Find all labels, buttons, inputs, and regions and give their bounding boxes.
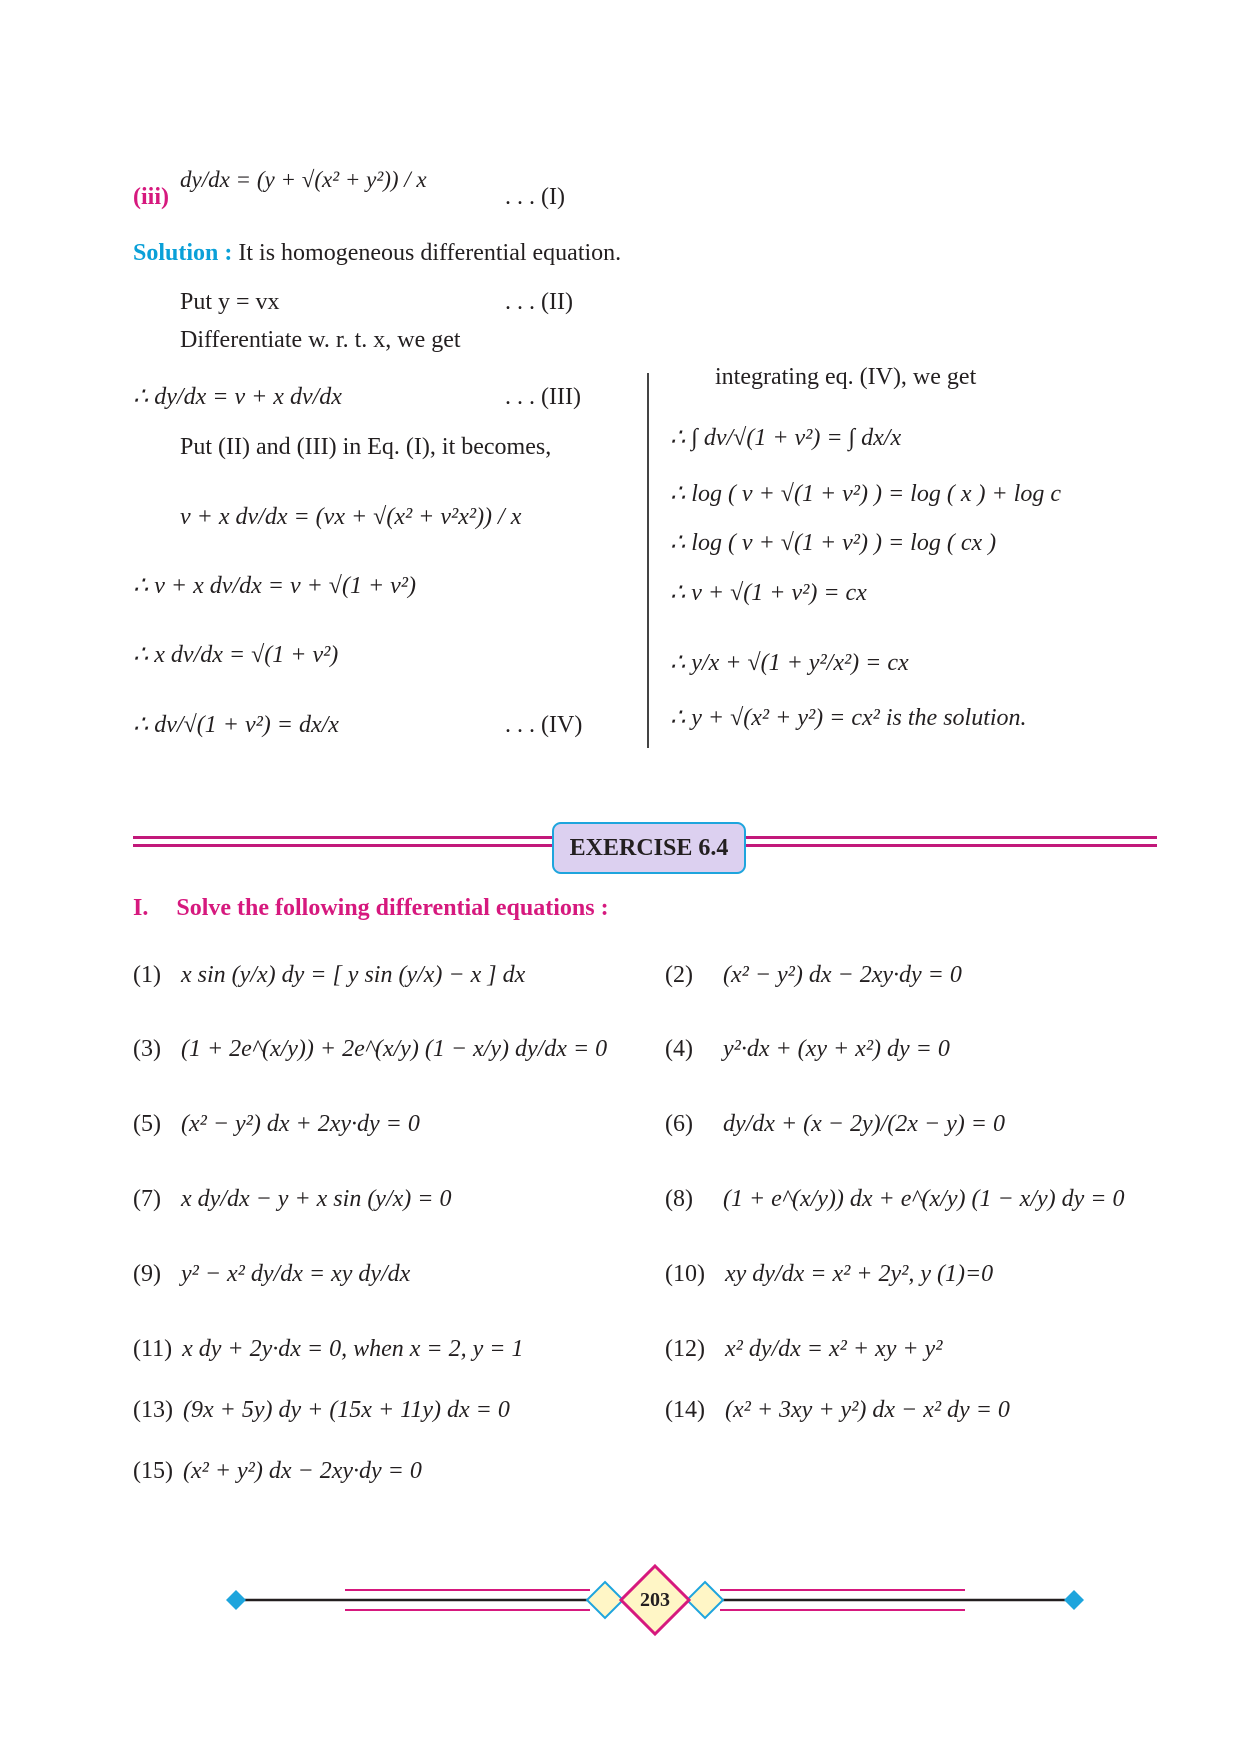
problem-item: (5) (x² − y²) dx + 2xy·dy = 0: [133, 1111, 420, 1137]
problem-item: (10) xy dy/dx = x² + 2y², y (1)=0: [665, 1261, 994, 1287]
solution-text: It is homogeneous differential equation.: [238, 240, 622, 266]
problem-item: (13) (9x + 5y) dy + (15x + 11y) dx = 0: [133, 1397, 510, 1423]
step-left-1: Put y = vx: [180, 289, 280, 315]
step-right-2: ∴ ∫ dv/√(1 + v²) = ∫ dx/x: [670, 425, 902, 451]
header-band-left-bottom: [133, 844, 552, 847]
step-right-5: ∴ v + √(1 + v²) = cx: [670, 580, 867, 606]
problem-item: (8) (1 + e^(x/y)) dx + e^(x/y) (1 − x/y) dy = 0: [665, 1186, 1125, 1212]
section-title: Solve the following differential equations :: [176, 895, 609, 921]
step-right-6: ∴ y/x + √(1 + y²/x²) = cx: [670, 650, 909, 676]
example-label: (iii): [133, 184, 169, 210]
problem-item: (12) x² dy/dx = x² + xy + y²: [665, 1336, 943, 1362]
step-left-7: ∴ x dv/dx = √(1 + v²): [133, 642, 339, 668]
solution-line: [133, 238, 621, 268]
header-band-left-top: [133, 836, 552, 839]
eq-ref-I: . . . (I): [505, 184, 565, 210]
column-divider: [647, 373, 649, 748]
step-left-3-ref: . . . (III): [505, 384, 581, 410]
step-left-5: v + x dv/dx = (vx + √(x² + v²x²)) / x: [180, 504, 522, 530]
problem-item: (7) x dy/dx − y + x sin (y/x) = 0: [133, 1186, 452, 1212]
section-heading: [133, 893, 609, 923]
example-equation: dy/dx = (y + √(x² + y²)) / x: [180, 167, 427, 192]
exercise-title-box: [552, 822, 746, 874]
step-left-4: Put (II) and (III) in Eq. (I), it becomes,: [180, 434, 552, 460]
problem-item: (6) dy/dx + (x − 2y)/(2x − y) = 0: [665, 1111, 1005, 1137]
problem-item: (9) y² − x² dy/dx = xy dy/dx: [133, 1261, 411, 1287]
step-right-3: ∴ log ( v + √(1 + v²) ) = log ( x ) + log c: [670, 481, 1061, 507]
step-right-1: integrating eq. (IV), we get: [715, 364, 977, 390]
problem-item: (4) y²·dx + (xy + x²) dy = 0: [665, 1036, 950, 1062]
header-band-right-bottom: [742, 844, 1157, 847]
problem-item: (11) x dy + 2y·dx = 0, when x = 2, y = 1: [133, 1336, 524, 1362]
page-number: 203: [640, 1589, 670, 1611]
step-left-8-ref: . . . (IV): [505, 712, 583, 738]
step-left-6: ∴ v + x dv/dx = v + √(1 + v²): [133, 573, 416, 599]
step-left-1-ref: . . . (II): [505, 289, 573, 315]
section-number: I.: [133, 895, 149, 921]
header-band-right-top: [742, 836, 1157, 839]
problem-item: (3) (1 + 2e^(x/y)) + 2e^(x/y) (1 − x/y) dy/dx = 0: [133, 1036, 608, 1062]
problem-item: (14) (x² + 3xy + y²) dx − x² dy = 0: [665, 1397, 1010, 1423]
step-right-4: ∴ log ( v + √(1 + v²) ) = log ( cx ): [670, 530, 997, 556]
step-left-3: ∴ dy/dx = v + x dv/dx: [133, 384, 342, 410]
step-left-8: ∴ dv/√(1 + v²) = dx/x: [133, 712, 339, 738]
problem-item: (2) (x² − y²) dx − 2xy·dy = 0: [665, 962, 962, 988]
solution-label: Solution :: [133, 240, 233, 266]
problem-item: (15) (x² + y²) dx − 2xy·dy = 0: [133, 1458, 422, 1484]
exercise-title: EXERCISE 6.4: [569, 834, 729, 861]
step-right-7: ∴ y + √(x² + y²) = cx² is the solution.: [670, 705, 1027, 731]
step-left-2: Differentiate w. r. t. x, we get: [180, 327, 461, 353]
problem-item: (1) x sin (y/x) dy = [ y sin (y/x) − x ] dx: [133, 962, 526, 988]
